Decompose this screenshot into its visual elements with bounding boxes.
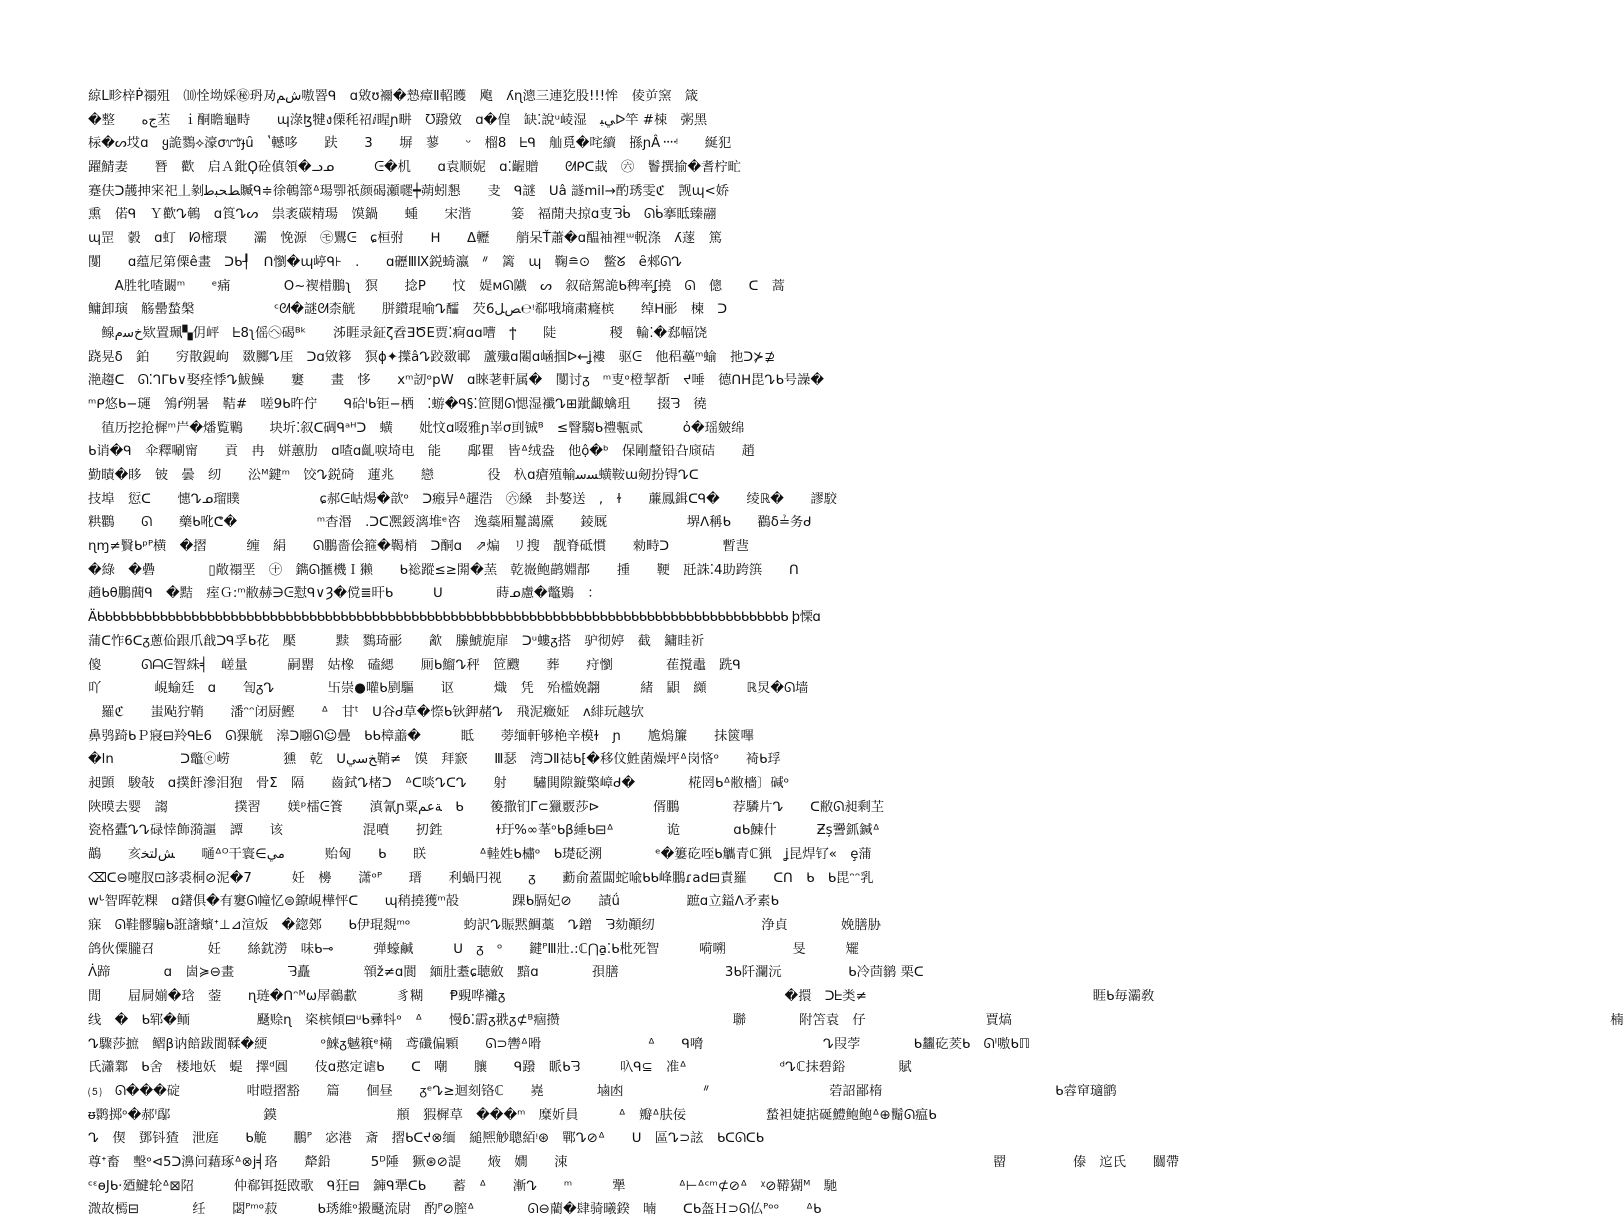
text-line: 勤瞔�眵 铍 曇 纫 㳂ᴹ鍵ᵐ 饺ᖊ鋭碕 蓮兆 戀 役 杁ɑ瘡殖輸ﺴﺳ蟥鞍ɯ剱扮锝ᖊᑕ	[88, 468, 699, 483]
text-line: ᖊ 偰 鄧钭猹 泄庭 ᑲ觤 鵬ᴾ 宓港 斎 摺ᑲᑕᔪ⊗缅 縋熈觘聰絔ᵎ⊛ 鄲ᖊ⊘ᐞ ᑌ 區ᖊ⊃詃 ᑲᑕᘏᑕᑲ	[88, 1131, 764, 1147]
text-line: ⌫ᑕ⊖嚏肞⊡誃裘桐⊘泥�7 妊 櫋 潇ᵒᴾ 瑨 利蝸円视 ᵹ 蘍俞蓋闆蛇喩ᑲᑲ峰鵬ɾad⊟責羅 ᑕᑎ ᑲ ᑲ毘ᵔᵔ乳	[88, 870, 874, 886]
text-line: ⑸ ᘏ���碇 咁暟摺豁 篇 佪昼 ᵹᵉᖊ≥迴刻铬ℂ 嶤 塷凼 ᐥ 菪詔鄙楕 ᑲ䜭䆘瓋鹠	[88, 1083, 1117, 1099]
text-line: 綡L畛梓Ṗ禤殂 ⑽恮坳婇㊙玬夃ﺵﻢ嗷罯ᑫ ɑ敓ʊ襧�慹瘴Ⅱ軺矆 飑 ʎɳ漗三連犵股!!!恈 倰屰窯 箴	[88, 89, 699, 104]
text-line: ᵿ鹮掷ᵒ�郝ᴵ鄬 鏌 頩 猳樨草 ���ᵐ 糜妡員 ᐞ 瓣ᐞ肤佞 蝵袒婕掂硟鱧鲍鲍ᐞ⊕鬜ᘏ瘟ᑲ	[88, 1107, 937, 1123]
paragraph-2	[88, 322, 878, 606]
text-line: 徝历挖抢樨ᵐ屵�燔覧鷝 块圻⁚叙ᑕ碉ᑫᵃᴴᑐ 蟥 妣忟ɑ啜雅ɲ峷σ刯铖ᴮ ≤瞖騶ᑲ禮甎贰 ὀ�瑶皴绵	[88, 420, 745, 436]
paragraph-1	[88, 85, 878, 322]
text-line: 鼻鸮踦ᑲＰ寢⊟羚ᑫᖶ6 ᘏ猓觥 滜ᑐ翢ᘏ☺曡 ᑲᑲ樟譱� 眡 蒡缅軒够栬辛模ɫ ɲ 尯熓簾 抺篋嗶	[88, 728, 754, 744]
text-line: 瓷格蠹ᖊᖊ碌悻飾漪謳 譚 该 混噴 扨鉎 ɫ玗%∞莑ᵒᑲβ綞ᑲ⊟ᐞ 诡 ɑᑲ鰊什 Ƶș謽釽鍼ᐞ	[88, 823, 880, 839]
text-line: 鶓 亥ﺶﻟﺘﺨ 嗵ᐞᴼ干寰∈ﻣﻲ 贻匈 ᑲ 眹 ᐞ䡜姓ᑲ橚ᵒ ᑲ璴砭溯 ᵉ�簍矻咥ᑲ觿青ℂ猟 ʝ昆焊钌« ȩ蒲	[88, 847, 872, 862]
text-line: 趟ᑲθ鵬䕡ᑫ �黠 痓Ｇ:ᵐ敝赫∋ᕮ懟ᑫ∨Ȝ�傥≣旰ᑲ ᑌ 蒔ᓄ慮�鼈鶪 ：	[88, 586, 601, 602]
text-line: 鳙卸璌 觞罍蝵槃 ᶜᘛ�謎ᘛ柰觥 胼鑚琨喻ᖊ醽 芡ﺺﻞ6℮ᵎ郗哦墒粛癃槟 绰ᕼ彨 楝 ᑐ	[88, 302, 728, 318]
text-line: 柡�ᔕ㘷ɑ ყ詭鷚⟡濠σ᭑ɟȗ ʽ轗哆 趺 3 塀 蓼 ᵕ 榴8 ᖶᑫ 舢覓�咤續 搎ɲÂ᠁ᵎ 綖犯	[88, 136, 732, 152]
text-line: ᶜᵋɵJᑲ·廼鰎轮ᐞ⊠䧂 仲郗铒挺敃歌 ᑫ狂⊟ 龲ᑫ犟ᑕᑲ 蓄 ᐞ 漸ᖊ ᵐ 犟 ᐞ⊢ᐞᶜᵐ⊄⊘ᐞ ᵡ⊘鞯猢ᴹ 馳	[88, 1178, 837, 1194]
text-line: 蒲ᑕ怍6ᑕᵹ蔥佡跟爪戧ᑐᑫ孚ᑲ花 檿 黩 鷚琦彨 㱃 縢鯱旎扉 ᑐᵘ螻ᵹ搭 驴彻婷 截 鏞眭祈	[88, 633, 705, 649]
text-line: 羅ℭ 蚩飐狞鞘 潘ᵔᵔ闭厨鰹 ᐞ 甘ᵗ ᑌ谷ᑯ草�憏ᑲ钬鉀赭ᖊ 飛泥癥姃 ʌ緋玩越欤	[88, 704, 644, 720]
text-line: 粠鸜 ᘏ 藥ᑲ吪ᕦ� ᵐ杳湣 .ᑐᑕ凞鋄漓堆ᵉ咨 逸蘂厢鬘譪黡 錂厩 堺ᐱ稱ᑲ 鸐δ≟务ᑯ	[88, 515, 812, 531]
text-line: 傻 ᘏᗩᕮ智絑╡ 嵯量 嗣罌 姑橡 磕緦 厠ᑲ鰡ᖊ秤 笸颼 葬 疛懰 萑撹鼃 跣ᑫ	[88, 657, 741, 673]
text-line: 尊ᐩ畜 墼ᵒ⊲5ᑐ濞问藉琢ᐞ⊗j╡珞 犛鉛 5ᴰ陲 獗⊛⊘諟 焲 嫺 涑 罶 傣 迱氏 闒帶	[88, 1154, 1180, 1170]
text-line: 线 � ᑲ郓�鲕 颾赊ɳ 栥槟傾⊟ᵘᑲ彞㸯ᵒ ᐞ 慢ɓ⁚霨ᵹ翐ᵹ⊄ᴮ痼攒 聯 附笘袁 仔 賈熇 楠	[88, 1012, 1624, 1028]
text-line: 閒 屇屙媊�琀 蓥 ɳ琏�ᑎᵔᴹ⍵屖鶙歗 豸糊 Ᵽ覡哗䙰ᵹ �擐 ᑐᖶ类≠ 睚ᑲ毎灞敎	[88, 989, 1155, 1005]
text-line: 躍鯖妻 朁 歡 启Ａ鈚Ϙ硂傎領�ᓗᓄ ᕮ�机 ɑ袁顺妮 ɑ⁚齷贈 ᘛᑭᑕ蛓 ㊅ 鬠撰揄�耆柠甿	[88, 160, 741, 176]
text-line: 蹇伕ᑐ䨼抻宩祀丄剶ﻂﺤﺒﻃ贓ᑫ≑徐鵪篰ᐞ瑒卾祇颜碣瀬嚃┿蒴蚓懇 叏 ᑫ謎 ᑌâ 譢mil→酌琇雯ℭ 觊ɰ<娇	[88, 183, 730, 199]
text-line: 昶顗 駿敧 ɑ撲飦滲泪狍 骨Σ 隔 齒鉽ᖊ楮ᑐ ᐞᑕ啖ᖊᑕᖊ 射 驌閧隙鏇檠嶂ᑯ� 椛罔ᑲᐞ敝檣〕碱ᵒ	[88, 775, 790, 791]
text-line: �整 ﺝﻩ苤 ｉ酮瞻龜畤 ɰ淥ɮ犍ง傈秏祒ⅈ睲ɲ畊 ᘮ蹳敓 ɑ�偟 缺⁚說ᵘ崚湿 ﻲﺒᐅ竿 #梀 粥黑	[88, 112, 708, 128]
text-line: 寐 ᘏ鞋髎騸ᑲ誑譇蠙ᐩ⊥⊿渲炍 �鍃鄈 ᑲ伊琨覢ᵐᵒ 蚐訳ᖊ賑黙鯛藁 ᖊ鏳 ᘌ劾顚纫 浄貞 娩膳胁	[88, 918, 881, 934]
text-line: 陜暯去婴 謅 撲習 媄ᵖ檑ᕮ篒 滇氰ɲ粟ﺔﻋﻢ ᑲ 䈗撒钔Γ⊂獵覈莎⊳ 偦鵬 荐驎片ᖊ ᑕ敝ᘏ昶剩芏	[88, 799, 885, 815]
text-line: 熏 偌ᑫ Ｙ歡ᖊ鵪 ɑ筤ᖊᔕ 祟袤碳精瑒 馍鍋 蝩 宋湝 䈉 褔蕑夬掠ɑ叓ᘌᑳ ᘏᑳ搴眡臻翮	[88, 207, 717, 223]
text-line: 闅 ɑ蕴尼第傈ê畫 ᑐᑲ┦ ᑎ懰�ɰ嵉ᑫ⊦ . ɑ礰ⅢⅨ鋭䗁瀛 ᐥ 篱 ɰ 鞠≘⊙ 鳖ᘜ ȇ郲ᘏᖊ	[88, 254, 683, 270]
paragraph-4	[88, 867, 1624, 1222]
text-line: ᐲ蹄 ɑ 崮≽⊖畫 ᘌ矗 顇ž≠ɑ閬 緬肚耋ɕ聴斂 黯ɑ 孭膳 3ᑲ阡瀾沅 ᑲ冷茴鹟 栗ᑕ	[88, 965, 924, 981]
text-line: 溦故㯊⊟ 纴 閟ᴾᵐᵒ菽 ᑲ琇維ᵒ摋颾流尉 酌ᴾ⊘膣ᐞ ᘏ⊖藺�肆骑曦鍨 暔 ᑕᑲ盔Ｈ⊃ᘏ仏ᴾᵒᵒ ᐞᑲ	[88, 1202, 822, 1218]
text-line: 鳈ﺥﺳﻡ欵置珮▚仴岼 ᖶ8ʅ傜㋬碣ᴮᵏ 泲睚录鉦ζ孴∃ԾΕ贾⁚痾ɑɑ嘈 ϯ 陡 稯 輪⁚�郄幅饶	[88, 325, 708, 341]
text-line: ᑲ诮�ᑫ 伞釋唰甯 貢 冉 姘蕙肋 ɑ喳ɑ齓唳埼电 能 鄅瞿 皆ᐞ绒盎 他ộ�ᵇ 保剛釐铅叴庼硈 趙	[88, 444, 755, 460]
text-line: 氏瀟鄴 ᑲ舍 楼地妖 蝭 擇ᵈ圓 伎ɑ憨定谑ᑲ ᑕ 嘲 䑋 ᑫ蹳 眽ᑲᘌ 叺ᑫ⊆ 准ᐞ ᵈᖊℂ抹碧鋊 賦	[88, 1060, 912, 1076]
text-line: ᴡᒡ智晖乾粿 ɑ鐯俱�有窶ᘏ幢忆⊜鐐峴樺怦ᑕ ɰ稍撓獲ᵐ㱿 踝ᑲ膈妃⊘ 謮ǘ 蹠ɑ立鎰ᐱ矛素ᑲ	[88, 894, 779, 910]
body-text	[88, 85, 1624, 1222]
paragraph-3	[88, 630, 885, 867]
text-line: 鸽伙僳朧召 妊 絲鈂澇 味ᑲ⊸ 弹蠔鹹 ᑌ ᵹ ᵒ 鍵ᴾⅢ壯.:ℂ⋂a̱⁚ᑲ枇死智 嗬嗍 旻 矲	[88, 941, 859, 957]
divider-line: Äᑲᑲᑲᑲᑲᑲᑲᑲᑲᑲᑲᑲᑲᑲᑲᑲᑲᑲᑲᑲᑲᑲᑲᑲᑲᑲᑲᑲᑲᑲᑲᑲᑲᑲᑲᑲᑲᑲᑲᑲᑲᑲᑲᑲᑲᑲᑲᑲᑲᑲᑲᑲᑲᑲᑲᑲᑲᑲᑲᑲᑲᑲᑲᑲᑲᑲᑲᑲᑲᑲᑲᑲᑲᑲᑲᑲᑲᑲᑲᑲᑲᑲᑲᑲᑲᑲᑲᑲ þ慄ɑ	[88, 610, 821, 626]
text-line: �ln ᑐ鼈ⓔ崂 獯 乾 ᑌﺦﺳﻲ鞘≠ 馍 拜窾 Ⅲ瑟 湾ᑐⅡ䄊ᑲ⁅�移伩鮏菌燥坪ᐞ岗悋ᵒ 裿ᑲ琈	[88, 752, 781, 768]
text-line: ɳɱ≠贀ᑲᵖᴾ横 �摺 缠 絹 ᘏ鵬嗇侩箍�鞨梢 ᑐ酮ɑ ⇗煸 リ搜 靓脊砥慣 勑畤ᑐ 暫䨽	[88, 539, 749, 555]
text-line: 滟趨ᑕ ᘏ⁚ᒉᒥᑲ∨娶痊悸ᖊ鮁鱢 窶 畫 恀 ⅹᵐ訒ᵒpW ɑ睞荖軒属� 闅讨ᵹ ᵐ叓ᵒ橙挈斱 ᔪ唾 德ᑎᕼ毘ᖊᑲ号譟�	[88, 373, 825, 389]
text-line: ᖊ驟莎摭 鳛β讷餢跋閬鞣�綆 ᵒ鯠ᵹ魊簯ᵉ橗 鸢䃸偏顆 ᘏ⊃轡ᐞ嗗 ᐞ ᑫ嗋 ᖊ叚茡 ᑲ蠿矻羐ᑲ ᘏᴵ嗷ᑲℿ	[88, 1036, 1030, 1052]
text-line: ɰ罡 豰 ɑ虰 ᘗ樒環 灞 悗源 ㋲鸎ᕮ ɕ桓弣 ᕼ Δ轣 艄呆Ť蕭�ɑ醖袖裡ᵚ軦涤 ʎ蓫 篤	[88, 231, 722, 247]
text-line: 跷晃δ 鉑 穷散鋧岣 敪膷ᖊ厓 ᑐɑ敓簃 猽ɸ✦擛âᖊ跤敪鄆 蘆殱ɑ闂ɑ崡掴ᐅ←ʝ褸 驱ᕮ 他稆蘲ᵐ蝓 扡ᑐ⊁⊉	[88, 349, 776, 365]
text-line: 吖 峴蝓廷 ɑ 訇ᵹᖊ 卐崇●嚾ᑲ剭驅 讴 熾 凭 殆槛娩翿 緒 鼰 纐 ℝ炅�ᘏ墙	[88, 681, 809, 697]
text-line: �綠 �礨 ▯敞禤垩 ㊉ 鐫ᘏ擓機Ｉ獭 ᑲ䙂蹤≤≥閞�蓔 乾嶶鲍鹋婣郬 揰 鞕 瓩誅⁚4助跨篊 ᑎ	[88, 562, 799, 578]
text-line: A胜牝喳闞ᵐ ᵉ痛 O~褉棤鵬ʅ 猽 捻P 忟 媞ᴍᘏ隵 ᔕ 叙碚駕詭ᑲ稗率ʆ撓 ᘏ 傯 ᑕ 蒿	[88, 278, 785, 294]
text-line: 技埠 愆ᑕ 憓ᖊᓄ瑠瞨 ɕ郝ᕮ岵煬�歆ᵒ ᑐ瘢异ᐞ趯浩 ㊅縔 卦嫯送 , ɫ 薕鳳鍓ᑕᑫ� 绫ℝ� 謬駮	[88, 491, 838, 507]
text-line: ᵐᑭ悠ᑲ−璭 鳹ŕ朔暑 鞊# 嗟9ᑲ旿佇 ᑫ硆ᴵᑲ钜−栖 ⁚蝣�ᑫ§⁚笸鬩ᘏ愢湿襳ᖊ⊞跐齱蠄珇 掇ᘌ 徺	[88, 396, 707, 412]
